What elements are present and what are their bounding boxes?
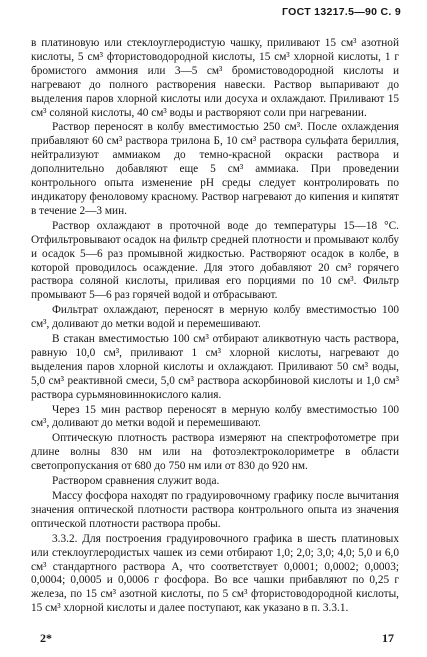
paragraph: Раствор охлаждают в проточной воде до температуры 15—18 °С. Отфильтровывают осадок на фильтр средней плотности и промывают колбу и осадок 5—6 раз промывной жидкостью. Растворяют осадок в колбе, в которой проводилось осаждение. Для этого добавляют 20 см³ горячего раствора соляной кислоты, приливая его порциями по 10 см³. Фильтр промывают 5—6 раз горячей водой и отбрасывают. bbox=[31, 219, 399, 302]
paragraph: В стакан вместимостью 100 см³ отбирают аликвотную часть раствора, равную 10,0 см³, приливают 1 см³ хлорной кислоты, нагревают до выделения паров хлорной кислоты и охлаждают. Приливают 50 см³ воды, 5,0 см³ реактивной смеси, 5,0 см³ раствора аскорбиновой кислоты и 1,0 см³ раствора сурьмяновиннокислого калия. bbox=[31, 333, 399, 401]
signature-mark: 2* bbox=[40, 631, 52, 645]
paragraph: 3.3.2. Для построения градуировочного графика в шесть платиновых или стеклоуглеродистых чашек из семи отбирают 1,0; 2,0; 3,0; 4,0; 5,0 и 6,0 см³ стандартного раствора А, что соответствует 0,0001; 0,0002; 0,0003; 0,0004; 0,0005 и 0,0006 г фосфора. Во все чашки прибавляют по 0,25 г железа, по 15 см³ азотной кислоты, по 5 см³ фтористоводородной кислоты, 15 см³ хлорной кислоты и далее поступают, как указано в п. 3.3.1. bbox=[31, 532, 399, 615]
paragraph: в платиновую или стеклоуглеродистую чашку, приливают 15 см³ азотной кислоты, 5 см³ фтористоводородной кислоты, 15 см³ хлорной кислоты, 1 г бромистого аммония или 3—5 см³ бромистоводородной кислоты и нагревают до полного растворения навески. Раствор выпаривают до выделения паров хлорной кислоты или досуха и охлаждают. Приливают 15 см³ соляной кислоты, 40 см³ воды и растворяют соли при нагревании. bbox=[31, 37, 399, 119]
page-number: 17 bbox=[382, 631, 394, 645]
paragraph: Через 15 мин раствор переносят в мерную колбу вместимостью 100 см³, доливают до метки водой и перемешивают. bbox=[31, 403, 399, 430]
paragraph: Оптическую плотность раствора измеряют на спектрофотометре при длине волны 830 нм или на фотоэлектроколориметре в области светопропускания от 680 до 750 нм или от 830 до 920 нм. bbox=[31, 432, 399, 473]
paragraph: Раствором сравнения служит вода. bbox=[52, 475, 220, 488]
running-header: ГОСТ 13217.5—90 С. 9 bbox=[282, 6, 401, 18]
paragraph: Массу фосфора находят по градуировочному графику после вычитания значения оптической плотности раствора контрольного опыта из значения оптической плотности раствора пробы. bbox=[31, 490, 399, 530]
body-text bbox=[31, 37, 399, 616]
paragraph: Раствор переносят в колбу вместимостью 250 см³. После охлаждения прибавляют 60 см³ раствора трилона Б, 10 см³ раствора сульфата бериллия, нейтрализуют аммиаком до темно-красной окраски раствора и дополнительно добавляют еще 5 см³ аммиака. При проведении контрольного опыта изменение pH среды следует контролировать по индикатору феноловому красному. Раствор нагревают до кипения и кипятят в течение 2—3 мин. bbox=[31, 121, 399, 217]
paragraph: Фильтрат охлаждают, переносят в мерную колбу вместимостью 100 см³, доливают до метки водой и перемешивают. bbox=[31, 304, 399, 331]
